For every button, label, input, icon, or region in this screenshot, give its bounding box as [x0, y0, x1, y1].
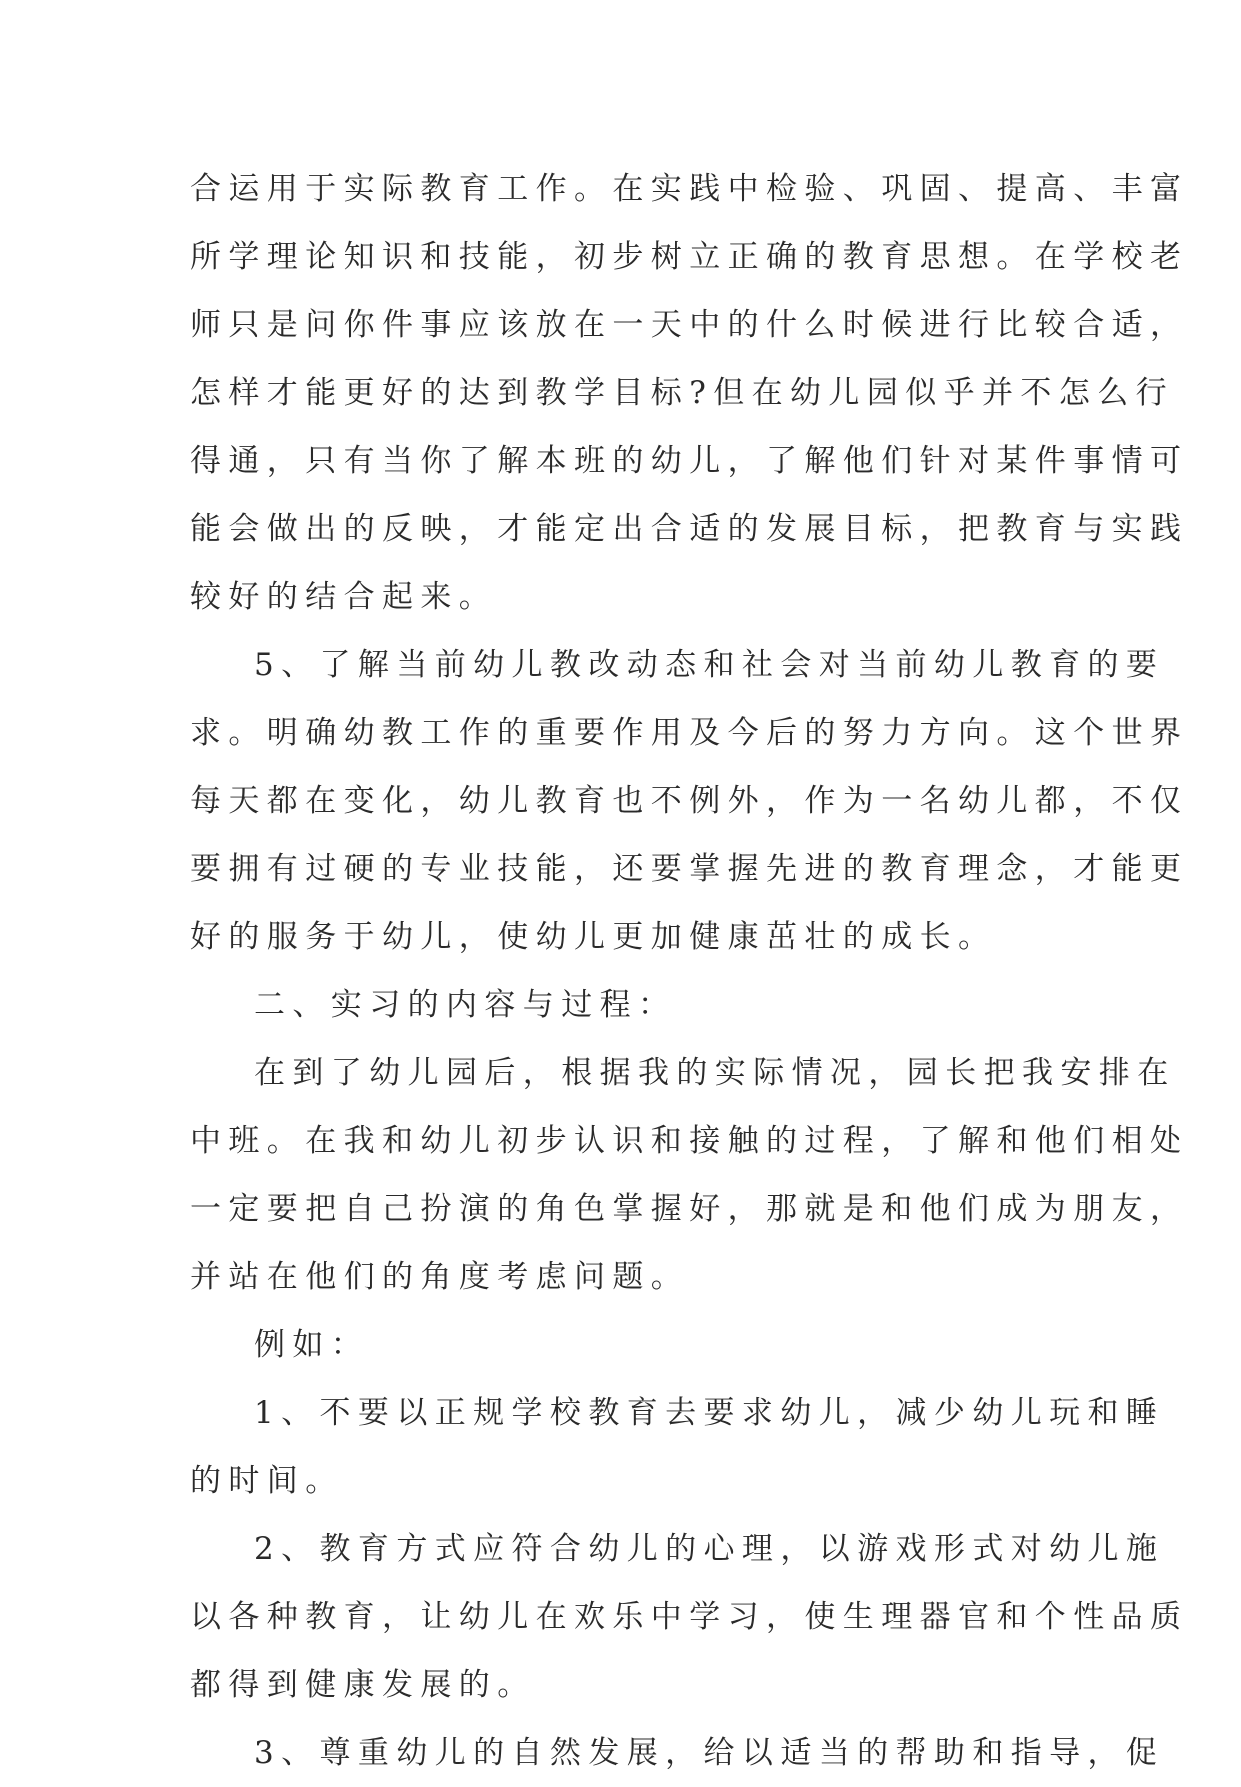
text-line: 5、了解当前幼儿教改动态和社会对当前幼儿教育的要	[254, 647, 1165, 683]
text-line: 二、实习的内容与过程：	[254, 987, 677, 1023]
text-line: 好的服务于幼儿，使幼儿更加健康茁壮的成长。	[190, 919, 997, 955]
text-line: 得通，只有当你了解本班的幼儿，了解他们针对某件事情可	[190, 443, 1189, 479]
text-line: 能会做出的反映，才能定出合适的发展目标，把教育与实践	[190, 511, 1189, 547]
text-line: 都得到健康发展的。	[190, 1667, 536, 1703]
text-line: 师只是问你件事应该放在一天中的什么时候进行比较合适，	[190, 307, 1189, 343]
document-body	[190, 155, 1189, 1787]
text-line: 2、教育方式应符合幼儿的心理，以游戏形式对幼儿施	[254, 1531, 1165, 1567]
text-line: 的时间。	[190, 1463, 344, 1499]
text-line: 怎样才能更好的达到教学目标?但在幼儿园似乎并不怎么行	[190, 375, 1175, 411]
text-line: 中班。在我和幼儿初步认识和接触的过程，了解和他们相处	[190, 1123, 1189, 1159]
text-line: 例如：	[254, 1327, 370, 1363]
text-line: 在到了幼儿园后，根据我的实际情况，园长把我安排在	[254, 1055, 1176, 1091]
text-line: 要拥有过硬的专业技能，还要掌握先进的教育理念，才能更	[190, 851, 1189, 887]
text-line: 每天都在变化，幼儿教育也不例外，作为一名幼儿都，不仅	[190, 783, 1189, 819]
text-line: 并站在他们的角度考虑问题。	[190, 1259, 690, 1295]
text-line: 以各种教育，让幼儿在欢乐中学习，使生理器官和个性品质	[190, 1599, 1189, 1635]
text-line: 3、尊重幼儿的自然发展，给以适当的帮助和指导，促	[254, 1735, 1165, 1771]
text-line: 合运用于实际教育工作。在实践中检验、巩固、提高、丰富	[190, 171, 1189, 207]
text-line: 较好的结合起来。	[190, 579, 498, 615]
text-line: 求。明确幼教工作的重要作用及今后的努力方向。这个世界	[190, 715, 1189, 751]
text-line: 一定要把自己扮演的角色掌握好，那就是和他们成为朋友，	[190, 1191, 1189, 1227]
text-line: 所学理论知识和技能，初步树立正确的教育思想。在学校老	[190, 239, 1189, 275]
text-line: 1、不要以正规学校教育去要求幼儿，减少幼儿玩和睡	[254, 1395, 1165, 1431]
